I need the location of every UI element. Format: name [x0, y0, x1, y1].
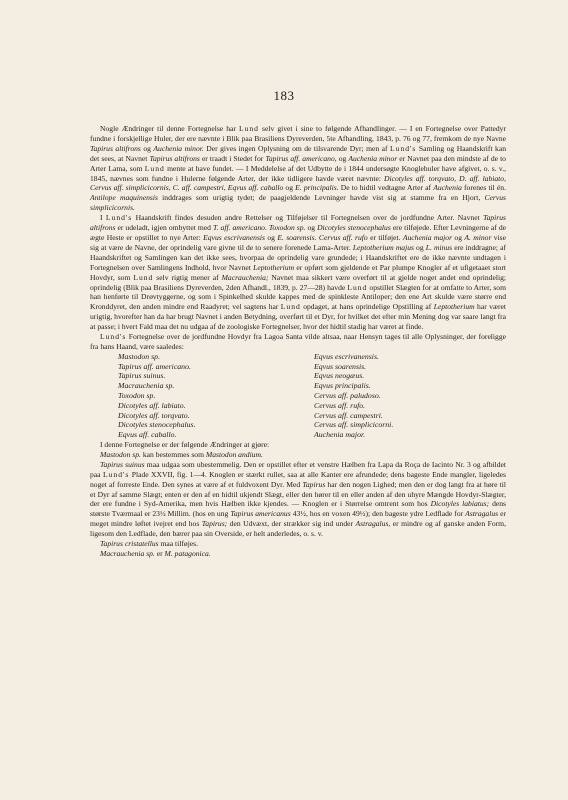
text-segment: Navnet maa sikkert være overført til at gjelde noget andet end oprindelig; oprindelig (Blik paa Brasiliens Dyreverden, 2den Afhandl., 1839, p. 27—28) havde: [90, 272, 506, 292]
paragraph-p5: [90, 450, 506, 460]
text-segment: den Udvæxt, der strækker sig ind under: [227, 519, 356, 529]
text-segment: Astragalus: [465, 509, 499, 519]
text-segment: maa udgaa som ubestemmelig. Den er opstillet efter et venstre Hælben fra Lapa da Roça de Iacinto Nr. 3 og afbildet paa: [90, 459, 506, 479]
text-segment: Lund's: [100, 332, 127, 342]
paragraph-p1: [90, 124, 506, 213]
species-item: Cervus aff. campestri.: [314, 410, 383, 420]
text-segment: I denne Fortegnelse er der følgende Ændringer at gjøre:: [100, 440, 270, 450]
text-segment: opstillet Slægten for at omfatte to Arter, som han henførte til Drøvtyggerne, og som i Spinkelhed skulde kappes med de spinkleste Antiloper; den ene Art skulde være større end Kronddyret, den anden mindre end Raadyret; vel sagtens har: [90, 282, 506, 312]
text-segment: Tapirus americanus: [230, 509, 291, 519]
paragraph-p2: [90, 213, 506, 332]
text-segment: A. minor: [464, 232, 492, 242]
text-segment: Tapirus altifrons: [149, 153, 200, 163]
text-segment: og: [305, 223, 318, 233]
text-segment: ere inddragne; af Haandskriftet og Samlingen kan det ikke sees, hvorpaa de oprindelig vare grundede; i Haandskriftet ere de ikke nævnte undtagen i Fortegnelsen over Samlingens Indhold, hvor Navnet: [90, 242, 507, 272]
species-item: Dicotyles aff. torqvato.: [118, 410, 190, 420]
species-item: Auchenia major.: [314, 430, 366, 440]
text-segment: T. aff. americano. Toxodon sp.: [212, 223, 306, 233]
species-list-left: [118, 352, 298, 440]
text-segment: Dicotyles labiatus;: [430, 499, 490, 509]
species-item: Macrauchenia sp.: [118, 381, 175, 391]
text-segment: inddrages som urigtig tydet; de paagjeldende Levninger havde vist sig at stamme fra en Hjort,: [157, 193, 485, 203]
species-item: Eqvus escrivanensis.: [314, 351, 379, 361]
text-segment: Samling og Haandskrift kan det sees, at Navnet: [90, 143, 506, 163]
species-item: Eqvus aff. caballo.: [118, 430, 177, 440]
text-segment: og: [264, 232, 278, 242]
text-segment: Plade XXVII, fig. 1—4. Knoglen er stærkt rullet, saa at alle Kanter ere afrundede; dens bageste Ende mangler, ligeledes noget af forreste Ende. Den synes at være af et fuldvoxent Dyr. Med: [90, 469, 506, 489]
text-segment: er tilføjet.: [367, 232, 403, 242]
text-segment: Auchenia major: [402, 232, 453, 242]
species-item: Tapirus suinus.: [118, 371, 166, 381]
text-segment: Mastodon sp.: [100, 449, 141, 459]
species-item: Eqvus neogæus.: [314, 371, 365, 381]
text-segment: ere tilføjede. Efter Levningerne af de ægte Heste er opstillet to nye Arter:: [90, 223, 506, 242]
text-segment: E. principalis.: [295, 183, 339, 193]
text-segment: Tapirus altifrons: [90, 213, 506, 233]
species-item: Eqvus soarensis.: [314, 361, 367, 371]
text-segment: Lund: [238, 124, 259, 133]
text-segment: Lund's: [390, 143, 417, 153]
species-item: Dicotyles aff. labiato.: [118, 400, 186, 410]
text-segment: selv givet i sine to følgende Afhandlinger. — I en Fortegnelse over Pattedyr fundne i forskjellige Huler, der ere nævnte i Blik paa Brasiliens Dyreverden, 5te Afhandling, 1843, p. 76 og 77, fremkom de nye Navne: [90, 124, 506, 143]
text-segment: L. minus: [425, 242, 453, 252]
text-segment: og: [452, 232, 465, 242]
paragraph-p4: [90, 440, 506, 450]
text-segment: Nogle Ændringer til denne Fortegnelse har: [100, 124, 239, 133]
text-segment: og: [140, 143, 154, 153]
text-segment: Lund's: [102, 469, 130, 479]
text-segment: opdaget, at hans oprindelige Opstilling af: [300, 302, 434, 312]
text-segment: E. soarensis. Cervus aff. rufo: [277, 232, 368, 242]
text-segment: Lund: [144, 163, 165, 173]
text-segment: maa tilføjes.: [158, 539, 199, 549]
text-segment: Macrauchenia;: [221, 272, 269, 282]
paragraph-p3: [90, 332, 506, 352]
text-segment: selv rigtig mener af: [153, 272, 222, 282]
text-segment: Fortegnelse over de jordfundne Hovdyr fra Lagoa Santa vilde altsaa, naar Hensyn tages til alle Oplysninger, der foreligge fra hans Haand, være saaledes:: [90, 332, 506, 351]
text-segment: kan bestemmes som: [140, 449, 206, 459]
text-segment: Leptotherium: [253, 262, 295, 272]
paragraph-p6: [90, 460, 506, 539]
text-segment: Antilope maquinensis: [90, 193, 158, 203]
paragraph-p8: [90, 549, 506, 559]
text-segment: Tapirus;: [201, 519, 228, 529]
species-item: Cervus aff. paludoso.: [314, 391, 381, 401]
text-segment: er: [154, 548, 165, 558]
text-segment: I: [100, 213, 106, 223]
text-segment: Lund: [133, 272, 154, 282]
text-segment: Astragalus,: [355, 519, 391, 529]
body-text: [90, 124, 506, 559]
text-segment: er meget mindre løftet ivejret end hos: [90, 509, 506, 529]
paragraphs-after-list: [90, 440, 506, 559]
text-segment: Leptotherium: [433, 302, 475, 312]
text-segment: Tapirus suinus: [100, 459, 145, 469]
species-item: Cervus aff. rufo.: [314, 400, 366, 410]
paragraph-p7: [90, 539, 506, 549]
text-segment: er opført som gjeldende et Par plumpe Knogler af et ufigetaaet stort Hovdyr, som: [90, 262, 506, 282]
text-segment: Cervus simplicicornis.: [90, 193, 506, 213]
species-item: Dicotyles stenocephalus.: [118, 420, 196, 430]
text-segment: dens største Tværmaal er 23½ Millim. (hos en ung: [90, 499, 506, 519]
text-segment: og: [336, 153, 349, 163]
species-list: [118, 352, 506, 440]
text-segment: Dicotyles aff. torqvato, D. aff. labiato, Cervus aff. simplicicornis, C. aff. campestri, Eqvus aff. caballo: [90, 173, 506, 193]
text-segment: Auchenia minor: [348, 153, 398, 163]
text-segment: Mastodon andium.: [205, 449, 263, 459]
text-segment: har den nogen Lighed; men den er dog langt fra at høre til et Dyr af samme Slægt; enten er den af en hidtil ukjendt Slægt, eller den hører til en eller anden af den uhyre Mængde Hovdyr-Slægter, der ere fundne i Syd-Amerika, men hvis Hælben ikke kjendes. — Knoglen er i Størrelse omtrent som hos: [90, 479, 506, 509]
text-segment: har været urigtig, hvorefter han da har brugt Navnet i anden Betydning, overført til et Dyr, for hvilket det efter min Mening dog var saare langt fra at passe; i hvert Fald maa det nu udgaa af de zoologiske Fortegnelser, hvor det hidtil stadig har været at finde.: [90, 302, 506, 332]
text-segment: 43½, hos en voxen 49½); den bageste ydre Ledflade for: [290, 509, 466, 519]
text-segment: mente at have fundet. — I Meddelelse af det Udbytte de i 1844 undersøgte Knoglehuler have afgivet, o. s. v., 1845, nævnes som fundne i Hulerne følgende Arter, der ikke tidligere havde været nævnte:: [90, 163, 507, 183]
text-segment: Lund's: [105, 213, 133, 223]
text-segment: er Navnet paa den mindste af de to Arter Lama, som: [90, 153, 506, 173]
text-segment: er mindre og af ganske anden Form, ligesom den Ledflade, den bærer paa sin Overside, er helt anderledes, o. s. v.: [90, 519, 506, 539]
text-segment: Der gives ingen Oplysning om de tilsvarende Dyr; men af: [203, 143, 391, 153]
text-segment: Auchenia: [433, 183, 462, 193]
text-segment: og: [413, 242, 426, 252]
text-segment: vise sig at være de Navne, der oprindelig vare givne til de to senere forenede Lama-Arter.: [90, 232, 507, 252]
species-item: Cervus aff. simplicicorni.: [314, 420, 394, 430]
text-segment: Tapirus aff. americano,: [265, 153, 337, 163]
text-segment: Eqvus escrivanensis: [203, 232, 265, 242]
page-number: 183: [273, 88, 295, 103]
text-segment: forenes til én.: [461, 183, 506, 193]
text-segment: Macrauchenia sp.: [100, 548, 155, 558]
text-segment: Lund: [347, 282, 368, 292]
text-segment: Lund: [280, 302, 301, 312]
species-item: Tapirus aff. americano.: [118, 361, 191, 371]
text-segment: og: [283, 183, 296, 193]
text-segment: Dicotyles stenocephalus: [317, 223, 391, 233]
text-segment: Tapirus cristatellus: [100, 539, 159, 549]
text-segment: Tapirus altifrons: [90, 143, 141, 153]
text-segment: er udeladt, igjen ombyttet med: [115, 223, 213, 233]
species-list-right: [314, 352, 504, 440]
species-item: Mastodon sp.: [118, 351, 161, 361]
text-segment: Tapirus: [302, 479, 326, 489]
species-item: Eqvus principalis.: [314, 381, 371, 391]
species-item: Toxodon sp.: [118, 391, 156, 401]
text-segment: M. patagonica.: [164, 548, 211, 558]
text-segment: Auchenia minor.: [153, 143, 204, 153]
text-segment: De to hidtil vedtagne Arter af: [338, 183, 434, 193]
text-segment: er traadt i Stedet for: [199, 153, 266, 163]
text-segment: Haandskrift findes desuden andre Rettelser og Tilføjelser til Fortegnelsen over de jordfundne Arter. Navnet: [132, 213, 484, 223]
text-segment: Leptotherium majus: [352, 242, 414, 252]
paragraphs-before-list: [90, 124, 506, 352]
